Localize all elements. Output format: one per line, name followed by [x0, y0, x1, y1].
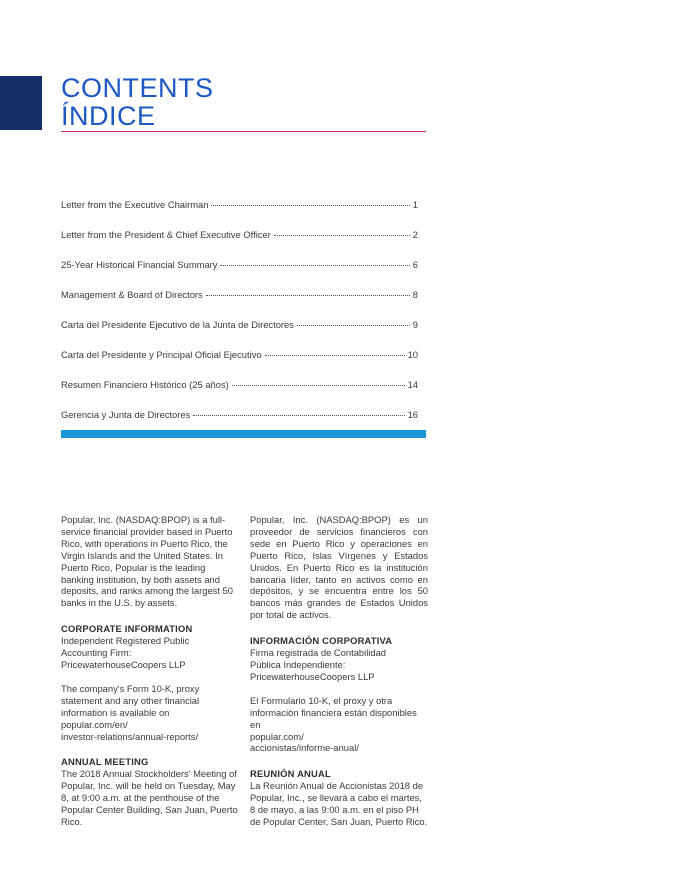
toc-entry-page: 2 — [412, 229, 418, 240]
toc-dot-leader — [206, 295, 410, 296]
side-tab-marker — [0, 76, 42, 130]
toc-entry[interactable] — [61, 199, 418, 229]
toc-dot-leader — [274, 235, 410, 236]
annual-meeting-text-es: La Reunión Anual de Accionistas 2018 de Popular, Inc., se llevará a cabo el martes, 8 de mayo, a las 9:00 a.m. en el piso PH de Popular Center, San Juan, Puerto Rico. — [250, 780, 428, 827]
title-spanish: ÍNDICE — [61, 101, 156, 131]
toc-entry[interactable] — [61, 229, 418, 259]
toc-dot-leader — [193, 415, 404, 416]
toc-dot-leader — [232, 385, 405, 386]
title-divider — [61, 131, 426, 132]
toc-dot-leader — [220, 265, 409, 266]
toc-entry-label: Carta del Presidente Ejecutivo de la Junta de Directores — [61, 319, 294, 330]
toc-entry-label: Gerencia y Junta de Directores — [61, 409, 191, 420]
company-intro-es: Popular, Inc. (NASDAQ:BPOP) es un proveedor de servicios financieros con sede en Puerto Rico y operaciones en Puerto Rico, Islas Vírgenes y Estados Unidos. En Puerto Rico es la institución bancaria líder, tanto en activos como en depósitos, y se encuentra entre los 50 bancos más grandes de Estados Unidos por total de activos. — [250, 514, 428, 621]
toc-entry-page: 8 — [412, 289, 418, 300]
toc-entry-page: 1 — [412, 199, 418, 210]
auditor-line-1-es: Firma registrada de Contabilidad — [250, 647, 387, 659]
toc-entry[interactable] — [61, 349, 418, 379]
investor-link-line-1[interactable]: popular.com/en/ — [61, 718, 128, 730]
form-10k-text-es: El Formulario 10-K, el proxy y otra información financiera están disponibles en — [250, 694, 417, 730]
toc-entry-label: Letter from the President & Chief Executive Officer — [61, 229, 271, 240]
annual-meeting-text: The 2018 Annual Stockholders' Meeting of Popular, Inc. will be held on Tuesday, May 8, at 9:00 a.m. at the penthouse of the Popular Center Building, San Juan, Puerto Rico. — [61, 768, 238, 827]
title-english: CONTENTS — [61, 73, 214, 103]
toc-entry-page: 6 — [412, 259, 418, 270]
table-of-contents — [61, 199, 418, 439]
toc-entry-label: 25-Year Historical Financial Summary — [61, 259, 218, 270]
toc-entry[interactable] — [61, 259, 418, 289]
auditor-line-2: Accounting Firm: — [61, 647, 132, 659]
section-divider-bar — [61, 430, 426, 438]
toc-entry-label: Management & Board of Directors — [61, 289, 203, 300]
auditor-line-2-es: Pública Independiente: — [250, 658, 346, 670]
toc-dot-leader — [211, 205, 409, 206]
toc-entry[interactable] — [61, 379, 418, 409]
english-column — [61, 514, 239, 828]
toc-entry-page: 14 — [407, 379, 418, 390]
annual-meeting-heading: ANNUAL MEETING — [61, 756, 149, 768]
toc-entry-page: 9 — [412, 319, 418, 330]
page-title — [61, 74, 214, 130]
toc-entry-label: Resumen Financiero Histórico (25 años) — [61, 379, 229, 390]
toc-entry-label: Letter from the Executive Chairman — [61, 199, 209, 210]
annual-meeting-heading-es: REUNIÓN ANUAL — [250, 768, 331, 780]
toc-entry-page: 16 — [407, 409, 418, 420]
investor-link-line-2[interactable]: investor-relations/annual-reports/ — [61, 730, 199, 742]
corporate-info-heading-es: INFORMACIÓN CORPORATIVA — [250, 635, 393, 647]
corporate-info-heading: CORPORATE INFORMATION — [61, 623, 193, 635]
investor-link-line-1-es[interactable]: popular.com/ — [250, 730, 304, 742]
toc-dot-leader — [265, 355, 405, 356]
form-10k-text: The company's Form 10-K, proxy statement and any other financial information is available on — [61, 682, 200, 718]
auditor-name: PricewaterhouseCoopers LLP — [61, 658, 186, 670]
company-intro: Popular, Inc. (NASDAQ:BPOP) is a full-service financial provider based in Puerto Rico, with operations in Puerto Rico, the Virgin Islands and the United States. In Puerto Rico, Popular is the leading banking institution, by both assets and deposits, and ranks among the largest 50 banks in the U.S. by assets. — [61, 514, 233, 609]
auditor-line-1: Independent Registered Public — [61, 635, 190, 647]
toc-entry[interactable] — [61, 319, 418, 349]
toc-entry[interactable] — [61, 289, 418, 319]
toc-dot-leader — [297, 325, 410, 326]
auditor-name-es: PricewaterhouseCoopers LLP — [250, 670, 375, 682]
spanish-column — [250, 514, 428, 828]
toc-entry-label: Carta del Presidente y Principal Oficial Ejecutivo — [61, 349, 262, 360]
investor-link-line-2-es[interactable]: accionistas/informe-anual/ — [250, 742, 359, 754]
toc-entry-page: 10 — [407, 349, 418, 360]
